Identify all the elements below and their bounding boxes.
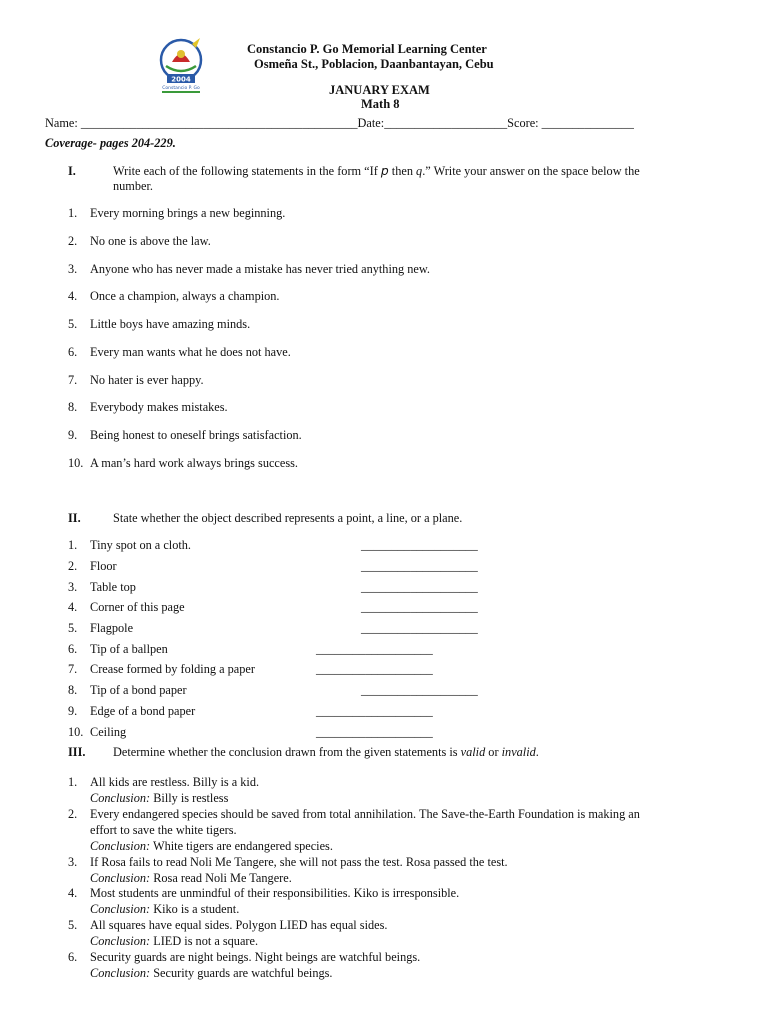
statement: All squares have equal sides. Polygon LIED has equal sides. — [90, 918, 388, 932]
item-number: 4. — [68, 886, 78, 900]
conclusion — [90, 902, 239, 917]
answer-blank[interactable]: ___________________ — [361, 580, 478, 594]
list-item: Flagpole — [90, 621, 134, 635]
valid-term: valid — [460, 745, 486, 759]
item-number: 2. — [68, 807, 78, 821]
conclusion-text: Kiko is a student. — [150, 902, 240, 916]
item-number: 4. — [68, 289, 78, 303]
list-item: Once a champion, always a champion. — [90, 289, 280, 303]
list-item: Floor — [90, 559, 117, 573]
conclusion-text: Security guards are watchful beings. — [150, 966, 333, 980]
statement: All kids are restless. Billy is a kid. — [90, 775, 260, 789]
list-item: Tip of a ballpen — [90, 642, 168, 656]
variable-p: p — [380, 164, 389, 178]
item-number: 1. — [68, 538, 78, 552]
list-item: Anyone who has never made a mistake has never tried anything new. — [90, 262, 430, 276]
list-item: No one is above the law. — [90, 234, 211, 248]
conclusion-label: Conclusion: — [90, 902, 151, 916]
exam-title: JANUARY EXAM — [329, 83, 430, 97]
item-number: 1. — [68, 206, 78, 220]
item-number: 1. — [68, 775, 78, 789]
statement: Security guards are night beings. Night beings are watchful beings. — [90, 950, 421, 964]
list-item: Every morning brings a new beginning. — [90, 206, 286, 220]
item-number: 10. — [68, 725, 84, 739]
item-number: 3. — [68, 262, 78, 276]
statement: If Rosa fails to read Noli Me Tangere, she will not pass the test. Rosa passed the test. — [90, 855, 508, 869]
variable-q: q — [416, 164, 423, 178]
item-number: 2. — [68, 234, 78, 248]
info-fields-row — [45, 116, 634, 131]
list-item: Being honest to oneself brings satisfaction. — [90, 428, 302, 442]
item-number: 9. — [68, 704, 78, 718]
answer-blank[interactable]: ___________________ — [316, 725, 433, 739]
list-item: Everybody makes mistakes. — [90, 400, 228, 414]
date-label: Date: — [357, 116, 385, 130]
conclusion-text: Billy is restless — [150, 791, 229, 805]
item-number: 5. — [68, 317, 78, 331]
item-number: 6. — [68, 642, 78, 656]
instruction-text: .” Write your answer on the space below the — [422, 164, 640, 178]
coverage-note: Coverage- pages 204-229. — [45, 136, 176, 150]
list-item: No hater is ever happy. — [90, 373, 204, 387]
list-item: Corner of this page — [90, 600, 185, 614]
conclusion-text: White tigers are endangered species. — [150, 839, 333, 853]
instruction-text: Determine whether the conclusion drawn from the given statements is — [113, 745, 461, 759]
section-1-instruction-line2: number. — [113, 179, 153, 193]
item-number: 8. — [68, 400, 78, 414]
conclusion-label: Conclusion: — [90, 791, 151, 805]
conclusion-text: Rosa read Noli Me Tangere. — [150, 871, 292, 885]
conclusion-label: Conclusion: — [90, 966, 151, 980]
list-item: Tiny spot on a cloth. — [90, 538, 192, 552]
item-number: 8. — [68, 683, 78, 697]
school-address: Osmeña St., Poblacion, Daanbantayan, Cebu — [254, 57, 494, 71]
answer-blank[interactable]: ___________________ — [316, 662, 433, 676]
section-1-instruction — [113, 164, 640, 179]
invalid-term: invalid — [501, 745, 536, 759]
score-field[interactable]: _______________ — [541, 116, 634, 130]
conclusion-label: Conclusion: — [90, 839, 151, 853]
item-number: 3. — [68, 855, 78, 869]
section-2-roman: II. — [68, 511, 81, 525]
answer-blank[interactable]: ___________________ — [361, 600, 478, 614]
list-item: Every man wants what he does not have. — [90, 345, 291, 359]
name-field[interactable]: _____________________________________________ — [80, 116, 358, 130]
item-number: 5. — [68, 621, 78, 635]
conclusion-label: Conclusion: — [90, 934, 151, 948]
date-field[interactable]: ____________________ — [384, 116, 508, 130]
item-number: 7. — [68, 662, 78, 676]
conclusion — [90, 871, 292, 886]
instruction-text: then — [388, 164, 417, 178]
conclusion — [90, 966, 332, 981]
answer-blank[interactable]: ___________________ — [361, 621, 478, 635]
instruction-text: Write each of the following statements in the form “If — [113, 164, 381, 178]
answer-blank[interactable]: ___________________ — [361, 683, 478, 697]
list-item: Little boys have amazing minds. — [90, 317, 251, 331]
school-name: Constancio P. Go Memorial Learning Center — [247, 42, 487, 56]
statement-continued: effort to save the white tigers. — [90, 823, 237, 837]
answer-blank[interactable]: ___________________ — [361, 559, 478, 573]
section-3-instruction — [113, 745, 539, 760]
score-label: Score: — [507, 116, 542, 130]
item-number: 7. — [68, 373, 78, 387]
statement: Most students are unmindful of their responsibilities. Kiko is irresponsible. — [90, 886, 460, 900]
section-2-instruction: State whether the object described represents a point, a line, or a plane. — [113, 511, 463, 525]
item-number: 6. — [68, 345, 78, 359]
section-3-roman: III. — [68, 745, 86, 759]
list-item: Table top — [90, 580, 136, 594]
list-item: A man’s hard work always brings success. — [90, 456, 298, 470]
answer-blank[interactable]: ___________________ — [316, 704, 433, 718]
logo-caption: Constancio P. Go — [162, 86, 200, 91]
conclusion — [90, 839, 333, 854]
item-number: 9. — [68, 428, 78, 442]
conclusion — [90, 934, 258, 949]
conclusion-label: Conclusion: — [90, 871, 151, 885]
item-number: 3. — [68, 580, 78, 594]
answer-blank[interactable]: ___________________ — [316, 642, 433, 656]
exam-subject: Math 8 — [361, 97, 400, 111]
list-item: Tip of a bond paper — [90, 683, 187, 697]
name-label: Name: — [45, 116, 81, 130]
list-item: Ceiling — [90, 725, 127, 739]
list-item: Crease formed by folding a paper — [90, 662, 255, 676]
answer-blank[interactable]: ___________________ — [361, 538, 478, 552]
instruction-text: or — [485, 745, 502, 759]
item-number: 4. — [68, 600, 78, 614]
item-number: 5. — [68, 918, 78, 932]
item-number: 6. — [68, 950, 78, 964]
school-logo — [152, 36, 210, 98]
conclusion-text: LIED is not a square. — [150, 934, 259, 948]
conclusion — [90, 791, 228, 806]
logo-year: 2004 — [171, 75, 191, 84]
item-number: 2. — [68, 559, 78, 573]
statement: Every endangered species should be saved from total annihilation. The Save-the-Earth Foundation is making an — [90, 807, 640, 821]
list-item: Edge of a bond paper — [90, 704, 196, 718]
item-number: 10. — [68, 456, 84, 470]
section-1-roman: I. — [68, 164, 76, 178]
instruction-text: . — [535, 745, 539, 759]
